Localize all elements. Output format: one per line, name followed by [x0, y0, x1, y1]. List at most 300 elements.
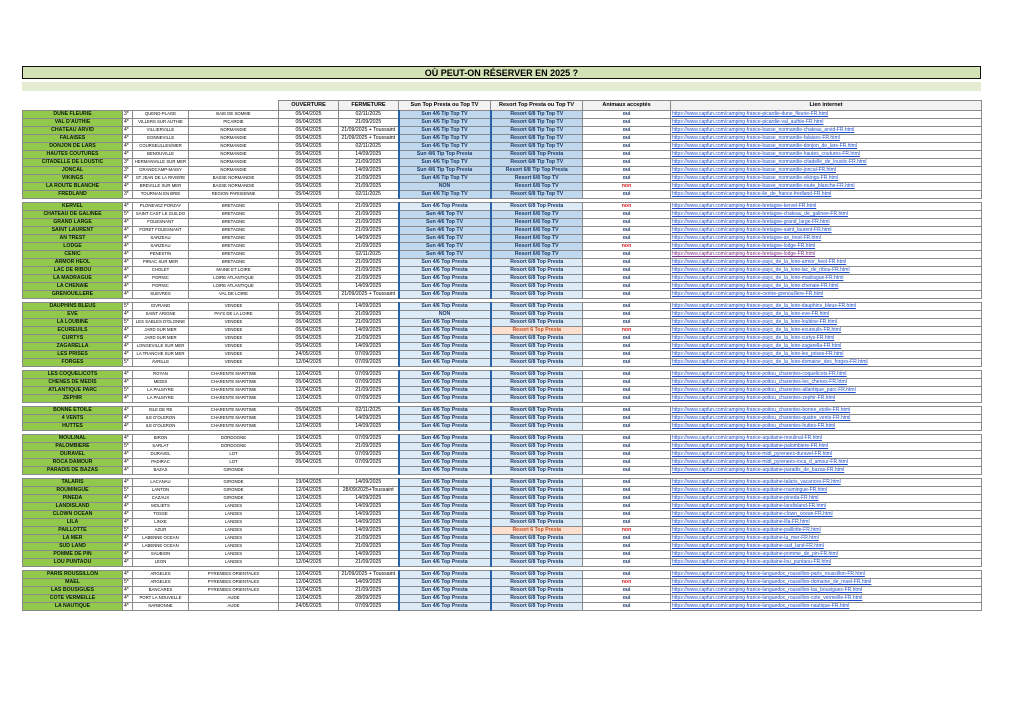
campsite-link[interactable]: https://www.capfun.com/camping-france-poitou_charentes-les_chenes-FR.html: [671, 379, 982, 387]
campsite-name: ZAGARELLA: [23, 343, 123, 351]
campsite-link[interactable]: https://www.capfun.com/camping-france-ile_de_france-fredland-FR.html: [671, 191, 982, 199]
resort-offer: Resort 6/8 Tip Top TV: [491, 135, 583, 143]
table-row: [23, 167, 982, 175]
animals-accepted: oui: [583, 119, 671, 127]
resort-offer: Resort 6/8 Top TV: [491, 211, 583, 219]
opening-date: 05/04/2025: [279, 219, 339, 227]
resort-offer: Resort 6/8 Top Presta: [491, 467, 583, 475]
resort-offer: Resort 6/8 Top TV: [491, 219, 583, 227]
opening-date: 05/04/2025: [279, 311, 339, 319]
opening-date: 12/04/2025: [279, 495, 339, 503]
campsite-link[interactable]: https://www.capfun.com/camping-france-aquitaine-pomme_de_pin-FR.html: [671, 551, 982, 559]
opening-date: 05/04/2025: [279, 159, 339, 167]
campsite-name: CENIC: [23, 251, 123, 259]
animals-accepted: non: [583, 243, 671, 251]
sun-offer: Sun 4/6 Tip Top TV: [399, 119, 491, 127]
campsite-name: LANDISLAND: [23, 503, 123, 511]
sun-offer: Sun 4/6 Top Presta: [399, 487, 491, 495]
table-row: [23, 319, 982, 327]
region: BRETAGNE: [189, 227, 279, 235]
sun-offer: Sun 4/6 Top Presta: [399, 519, 491, 527]
stars-rating: 4*: [123, 379, 133, 387]
animals-accepted: oui: [583, 519, 671, 527]
campsite-name: PARADIS DE BAZAS: [23, 467, 123, 475]
resort-offer: Resort 6/8 Top Presta: [491, 379, 583, 387]
table-row: [23, 135, 982, 143]
city: SARZEAU: [133, 235, 189, 243]
closing-date: 21/09/2025: [339, 319, 399, 327]
campsite-name: VAL D'AUTHIE: [23, 119, 123, 127]
stars-rating: 4*: [123, 291, 133, 299]
resort-offer: Resort 6/8 Tip Top TV: [491, 191, 583, 199]
campsite-link[interactable]: https://www.capfun.com/camping-france-basse_normandie-route_blanche-FR.html: [671, 183, 982, 191]
campsite-link[interactable]: https://www.capfun.com/camping-france-basse_normandie-vikings-FR.html: [671, 175, 982, 183]
table-row: [23, 603, 982, 611]
opening-date: 12/04/2025: [279, 579, 339, 587]
sun-offer: Sun 4/6 Top Presta: [399, 387, 491, 395]
campsite-name: BONNE ETOILE: [23, 407, 123, 415]
opening-date: 05/04/2025: [279, 303, 339, 311]
campsite-name: ARMOR HEOL: [23, 259, 123, 267]
campsite-link[interactable]: https://www.capfun.com/camping-france-aquitaine-landisland-FR.html: [671, 503, 982, 511]
campsite-link[interactable]: https://www.capfun.com/camping-france-bretagne-grand_large-FR.html: [671, 219, 982, 227]
sun-offer: Sun 4/6 Top Presta: [399, 303, 491, 311]
city: VILLIERVILLE: [133, 127, 189, 135]
table-row: [23, 503, 982, 511]
stars-rating: 4*: [123, 519, 133, 527]
city: FOUESNANT: [133, 219, 189, 227]
campsite-link[interactable]: https://www.capfun.com/camping-france-bretagne-lodge-FR.html: [671, 243, 982, 251]
campsite-name: HUTTES: [23, 423, 123, 431]
campsite-link[interactable]: https://www.capfun.com/camping-france-bretagne-chateau_de_galinee-FR.html: [671, 211, 982, 219]
campsite-link[interactable]: https://www.capfun.com/camping-france-midi_pyrenees-roca_d_amour-FR.html: [671, 459, 982, 467]
opening-date: 19/04/2025: [279, 415, 339, 423]
opening-date: 12/04/2025: [279, 395, 339, 403]
opening-date: 05/04/2025: [279, 259, 339, 267]
campsite-link[interactable]: https://www.capfun.com/camping-france-pays_de_la_loire-domaine_des_forges-FR.html: [671, 359, 982, 367]
animals-accepted: oui: [583, 235, 671, 243]
opening-date: 12/04/2025: [279, 527, 339, 535]
table-row: [23, 191, 982, 199]
resort-offer: Resort 6/8 Top Presta: [491, 415, 583, 423]
table-row: [23, 183, 982, 191]
animals-accepted: non: [583, 183, 671, 191]
table-row: [23, 303, 982, 311]
animals-accepted: oui: [583, 211, 671, 219]
table-row: [23, 527, 982, 535]
campsite-link[interactable]: https://www.capfun.com/camping-france-bretagne-an_trest-FR.html: [671, 235, 982, 243]
resort-offer: Resort 6/8 Tip Top TV: [491, 127, 583, 135]
campsite-link[interactable]: https://www.capfun.com/camping-france-bretagne-kervel-FR.html: [671, 203, 982, 211]
opening-date: 05/04/2025: [279, 227, 339, 235]
stars-rating: 4*: [123, 135, 133, 143]
city: SARLAT: [133, 443, 189, 451]
sun-offer: Sun 4/6 Top Presta: [399, 319, 491, 327]
campsite-link[interactable]: https://www.capfun.com/camping-france-basse_normandie-hautes_coutures-FR.html: [671, 151, 982, 159]
resort-offer: Resort 6/8 Top Presta: [491, 595, 583, 603]
stars-rating: 4*: [123, 243, 133, 251]
campsite-name: DURAVEL: [23, 451, 123, 459]
region: BRETAGNE: [189, 243, 279, 251]
animals-accepted: oui: [583, 291, 671, 299]
closing-date: 14/09/2025: [339, 327, 399, 335]
city: PLONEVEZ PORZAY: [133, 203, 189, 211]
sun-offer: Sun 4/6 Top TV: [399, 219, 491, 227]
campsite-link[interactable]: https://www.capfun.com/camping-france-languedoc_roussillon-nautique-FR.html: [671, 603, 982, 611]
header-animals: Animaux acceptés: [583, 101, 671, 111]
sun-offer: Sun 4/6 Tip Top TV: [399, 175, 491, 183]
resort-offer: Resort 6/8 Top Presta: [491, 311, 583, 319]
region: NORMANDIE: [189, 135, 279, 143]
animals-accepted: oui: [583, 311, 671, 319]
campsite-link[interactable]: https://www.capfun.com/camping-france-picardie-val_authie-FR.html: [671, 119, 982, 127]
campsite-link[interactable]: https://www.capfun.com/camping-france-aquitaine-roumingue-FR.html: [671, 487, 982, 495]
campsite-link[interactable]: https://www.capfun.com/camping-france-aquitaine-paillotte-FR.html: [671, 527, 982, 535]
campsite-name: JONCAL: [23, 167, 123, 175]
campsite-link[interactable]: https://www.capfun.com/camping-france-poitou_charentes-zephir-FR.html: [671, 395, 982, 403]
region: BASSE NORMANDIE: [189, 183, 279, 191]
sun-offer: Sun 4/6 Top Presta: [399, 467, 491, 475]
campsite-link[interactable]: https://www.capfun.com/camping-france-bretagne-saint_laurent-FR.html: [671, 227, 982, 235]
region: BRETAGNE: [189, 235, 279, 243]
stars-rating: 4*: [123, 415, 133, 423]
campsite-name: LA CHENAIE: [23, 283, 123, 291]
campsite-link[interactable]: https://www.capfun.com/camping-france-pays_de_la_loire-zagarella-FR.html: [671, 343, 982, 351]
resort-offer: Resort 6 Top Presta: [491, 527, 583, 535]
table-row: [23, 371, 982, 379]
sun-offer: Sun 4/6 Tip Top Presta: [399, 167, 491, 175]
resort-offer: Resort 6/8 Top Presta: [491, 535, 583, 543]
resort-offer: Resort 6/8 Top Presta: [491, 343, 583, 351]
stars-rating: 4*: [123, 371, 133, 379]
opening-date: 05/04/2025: [279, 335, 339, 343]
sun-offer: Sun 4/6 Top Presta: [399, 359, 491, 367]
campsite-link[interactable]: https://www.capfun.com/camping-france-aquitaine-paradis_de_bazas-FR.html: [671, 467, 982, 475]
city: BAZAS: [133, 467, 189, 475]
animals-accepted: oui: [583, 135, 671, 143]
campsite-link[interactable]: https://www.capfun.com/camping-france-languedoc_roussillon-cote_vermeille-FR.html: [671, 595, 982, 603]
closing-date: 07/09/2025: [339, 459, 399, 467]
campsite-name: LA NAUTIQUE: [23, 603, 123, 611]
city: TOSSE: [133, 511, 189, 519]
resort-offer: Resort 6/8 Top TV: [491, 227, 583, 235]
campsite-name: PARIS ROUSSILLON: [23, 571, 123, 579]
closing-date: 07/09/2025: [339, 351, 399, 359]
stars-rating: 4*: [123, 227, 133, 235]
opening-date: 05/04/2025: [279, 379, 339, 387]
closing-date: 21/09/2025: [339, 183, 399, 191]
closing-date: 02/11/2025: [339, 407, 399, 415]
region: VENDEE: [189, 303, 279, 311]
closing-date: 21/09/2025: [339, 335, 399, 343]
campsite-link[interactable]: https://www.capfun.com/camping-france-aquitaine-pineda-FR.html: [671, 495, 982, 503]
city: ILE D'OLERON: [133, 415, 189, 423]
page-title: OÙ PEUT-ON RÉSERVER EN 2025 ?: [22, 66, 981, 79]
closing-date: 21/09/2025: [339, 275, 399, 283]
campsite-link[interactable]: https://www.capfun.com/camping-france-picardie-dune_fleurie-FR.html: [671, 111, 982, 119]
stars-rating: 5*: [123, 579, 133, 587]
resort-offer: Resort 6/8 Top TV: [491, 175, 583, 183]
closing-date: 14/09/2025: [339, 343, 399, 351]
animals-accepted: oui: [583, 143, 671, 151]
region: LOT: [189, 459, 279, 467]
city: PORNIC: [133, 283, 189, 291]
city: CAZAUX: [133, 495, 189, 503]
campsite-link[interactable]: https://www.capfun.com/camping-france-aquitaine-moulinal-FR.html: [671, 435, 982, 443]
campsite-link[interactable]: https://www.capfun.com/camping-france-aquitaine-sud_land-FR.html: [671, 543, 982, 551]
table-row: [23, 487, 982, 495]
closing-date: 14/09/2025: [339, 579, 399, 587]
campsite-link[interactable]: https://www.capfun.com/camping-france-pays_de_la_loire-ecureuils-FR.html: [671, 327, 982, 335]
sun-offer: Sun 4/6 Top Presta: [399, 371, 491, 379]
city: VILLERS SUR AUTHIE: [133, 119, 189, 127]
sun-offer: Sun 4/6 Top Presta: [399, 291, 491, 299]
table-row: [23, 543, 982, 551]
closing-date: 07/09/2025: [339, 451, 399, 459]
table-row: [23, 595, 982, 603]
region: CHARENTE MARITIME: [189, 415, 279, 423]
campsite-link[interactable]: https://www.capfun.com/camping-france-poitou_charentes-bonne_etoile-FR.html: [671, 407, 982, 415]
table-row: [23, 111, 982, 119]
resort-offer: Resort 6/8 Top Presta: [491, 551, 583, 559]
animals-accepted: oui: [583, 511, 671, 519]
opening-date: 05/04/2025: [279, 327, 339, 335]
sun-offer: Sun 4/6 Top Presta: [399, 527, 491, 535]
region: VENDEE: [189, 343, 279, 351]
campsite-name: PINEDA: [23, 495, 123, 503]
table-row: [23, 395, 982, 403]
campsite-link[interactable]: https://www.capfun.com/camping-france-languedoc_roussillon-paris_roussillon-FR.html: [671, 571, 982, 579]
closing-date: 02/11/2025: [339, 143, 399, 151]
city: LINXE: [133, 519, 189, 527]
campsite-link[interactable]: https://www.capfun.com/camping-france-pays_de_la_loire-curtys-FR.html: [671, 335, 982, 343]
campsite-link[interactable]: https://www.capfun.com/camping-france-languedoc_roussillon-las_bousigues-FR.html: [671, 587, 982, 595]
closing-date: 14/09/2025: [339, 479, 399, 487]
opening-date: 12/04/2025: [279, 519, 339, 527]
stars-rating: 4*: [123, 183, 133, 191]
campsite-name: KERVEL: [23, 203, 123, 211]
campsite-link[interactable]: https://www.capfun.com/camping-france-languedoc_roussillon-domaine_de_mael-FR.html: [671, 579, 982, 587]
campsite-link[interactable]: https://www.capfun.com/camping-france-midi_pyrenees-duravel-FR.html: [671, 451, 982, 459]
animals-accepted: oui: [583, 227, 671, 235]
table-row: [23, 443, 982, 451]
closing-date: 28/09/2025: [339, 595, 399, 603]
resort-offer: Resort 6/8 Top Presta: [491, 267, 583, 275]
animals-accepted: oui: [583, 395, 671, 403]
sun-offer: Sun 4/6 Top Presta: [399, 503, 491, 511]
sun-offer: Sun 4/6 Top Presta: [399, 535, 491, 543]
closing-date: 02/11/2025: [339, 111, 399, 119]
table-row: [23, 359, 982, 367]
opening-date: 12/04/2025: [279, 535, 339, 543]
city: AZUR: [133, 527, 189, 535]
table-row: [23, 251, 982, 259]
city: LABENNE OCEAN: [133, 543, 189, 551]
table-row: [23, 379, 982, 387]
sun-offer: Sun 4/6 Top Presta: [399, 379, 491, 387]
sun-offer: Sun 4/6 Top Presta: [399, 559, 491, 567]
opening-date: 12/04/2025: [279, 551, 339, 559]
opening-date: [279, 467, 339, 475]
campsite-link[interactable]: https://www.capfun.com/camping-france-basse_normandie-donjon_de_lars-FR.html: [671, 143, 982, 151]
city: LANTON: [133, 487, 189, 495]
city: SAUBION: [133, 551, 189, 559]
table-row: [23, 579, 982, 587]
resort-offer: Resort 6/8 Top TV: [491, 251, 583, 259]
campsite-link[interactable]: https://www.capfun.com/camping-france-poitou_charentes-huttes-FR.html: [671, 423, 982, 431]
campsite-name: GRAND LARGE: [23, 219, 123, 227]
campsite-link[interactable]: https://www.capfun.com/camping-france-pays_de_la_loire-eve-FR.html: [671, 311, 982, 319]
header-link: Lien internet: [671, 101, 982, 111]
table-row: [23, 219, 982, 227]
opening-date: 05/04/2025: [279, 211, 339, 219]
resort-offer: Resort 6/8 Top Presta: [491, 151, 583, 159]
closing-date: 14/09/2025: [339, 527, 399, 535]
closing-date: 21/09/2025: [339, 267, 399, 275]
campsite-link[interactable]: https://www.capfun.com/camping-france-centre-grenouillere-FR.html: [671, 291, 982, 299]
closing-date: 21/09/2025: [339, 311, 399, 319]
stars-rating: 4*: [123, 219, 133, 227]
campsite-name: DAUPHINS BLEUS: [23, 303, 123, 311]
campsite-name: ZEPHIR: [23, 395, 123, 403]
campsite-link[interactable]: https://www.capfun.com/camping-france-basse_normandie-joncal-FR.html: [671, 167, 982, 175]
opening-date: 05/04/2025: [279, 459, 339, 467]
city: MEDIS: [133, 379, 189, 387]
table-row: [23, 551, 982, 559]
stars-rating: 4*: [123, 535, 133, 543]
opening-date: 12/04/2025: [279, 559, 339, 567]
campsite-link[interactable]: https://www.capfun.com/camping-france-aquitaine-la_mer-FR.html: [671, 535, 982, 543]
region: CHARENTE MARITIME: [189, 407, 279, 415]
city: BREVILLE SUR MER: [133, 183, 189, 191]
campsite-name: CURTYS: [23, 335, 123, 343]
campsite-link[interactable]: https://www.capfun.com/camping-france-basse_normandie-falaises-FR.html: [671, 135, 982, 143]
city: ILE D'OLERON: [133, 423, 189, 431]
region: PAYS DE LA LOIRE: [189, 311, 279, 319]
opening-date: 24/05/2025: [279, 603, 339, 611]
campsite-link[interactable]: https://www.capfun.com/camping-france-poitou_charentes-coquelicots-FR.html: [671, 371, 982, 379]
campsite-link[interactable]: https://www.capfun.com/camping-france-pays_de_la_loire-armor_heol-FR.html: [671, 259, 982, 267]
table-row: [23, 407, 982, 415]
campsite-link[interactable]: https://www.capfun.com/camping-france-aquitaine-clown_ocean-FR.html: [671, 511, 982, 519]
animals-accepted: oui: [583, 351, 671, 359]
city: HERMANVILLE SUR MER: [133, 159, 189, 167]
region: PICARDIE: [189, 119, 279, 127]
campsite-link[interactable]: https://www.capfun.com/camping-france-poitou_charentes-atlantique_parc-FR.html: [671, 387, 982, 395]
city: SARZEAU: [133, 243, 189, 251]
sun-offer: Sun 4/6 Top Presta: [399, 443, 491, 451]
campsite-link[interactable]: https://www.capfun.com/camping-france-pays_de_la_loire-lac_de_ribou-FR.html: [671, 267, 982, 275]
region: LANDES: [189, 527, 279, 535]
region: LANDES: [189, 519, 279, 527]
region: GIRONDE: [189, 487, 279, 495]
stars-rating: 4*: [123, 143, 133, 151]
animals-accepted: oui: [583, 595, 671, 603]
region: GIRONDE: [189, 495, 279, 503]
animals-accepted: oui: [583, 159, 671, 167]
opening-date: 05/04/2025: [279, 151, 339, 159]
animals-accepted: oui: [583, 387, 671, 395]
campsite-link[interactable]: https://www.capfun.com/camping-france-pays_de_la_loire-dauphins_bleus-FR.html: [671, 303, 982, 311]
city: PORT LA NOUVELLE: [133, 595, 189, 603]
resort-offer: Resort 6/8 Tip Top TV: [491, 143, 583, 151]
animals-accepted: oui: [583, 151, 671, 159]
resort-offer: Resort 6/8 Tip Top TV: [491, 119, 583, 127]
city: QUEND-PLAGE: [133, 111, 189, 119]
region: VENDEE: [189, 351, 279, 359]
sun-offer: Sun 4/6 Tip Top TV: [399, 191, 491, 199]
region: LOIRE ATLANTIQUE: [189, 275, 279, 283]
opening-date: 05/04/2025: [279, 319, 339, 327]
sun-offer: Sun 4/6 Top Presta: [399, 335, 491, 343]
region: NORMANDIE: [189, 167, 279, 175]
closing-date: 14/09/2025: [339, 423, 399, 431]
closing-date: 14/09/2025: [339, 495, 399, 503]
stars-rating: 4*: [123, 203, 133, 211]
resort-offer: Resort 6/8 Top Presta: [491, 603, 583, 611]
table-row: [23, 571, 982, 579]
campsite-name: GRENOUILLERE: [23, 291, 123, 299]
campsite-link[interactable]: https://www.capfun.com/camping-france-poitou_charentes-quatre_vents-FR.html: [671, 415, 982, 423]
campsite-link[interactable]: https://www.capfun.com/camping-france-bretagne-lodge-FR.html: [671, 251, 982, 259]
campsite-link[interactable]: https://www.capfun.com/camping-france-pays_de_la_loire-les_prises-FR.html: [671, 351, 982, 359]
campsite-link[interactable]: https://www.capfun.com/camping-france-aquitaine-talaris_vacances-FR.html: [671, 479, 982, 487]
campsite-link[interactable]: https://www.capfun.com/camping-france-pays_de_la_loire-madrague-FR.html: [671, 275, 982, 283]
opening-date: 19/04/2025: [279, 435, 339, 443]
opening-date: 12/04/2025: [279, 587, 339, 595]
table-row: [23, 479, 982, 487]
resort-offer: Resort 6/8 Tip Top TV: [491, 111, 583, 119]
campsite-link[interactable]: https://www.capfun.com/camping-france-basse_normandie-chateau_arvid-FR.html: [671, 127, 982, 135]
region: BASSE NORMANDIE: [189, 175, 279, 183]
resort-offer: Resort 6/8 Top Presta: [491, 291, 583, 299]
closing-date: 21/09/2025 + Toussaint: [339, 291, 399, 299]
closing-date: 14/09/2025: [339, 235, 399, 243]
city: BANCARES: [133, 587, 189, 595]
campsite-name: LAC DE RIBOU: [23, 267, 123, 275]
region: CHARENTE MARITIME: [189, 371, 279, 379]
table-row: [23, 311, 982, 319]
campsite-link[interactable]: https://www.capfun.com/camping-france-basse_normandie-citadelle_de_loustic-FR.html: [671, 159, 982, 167]
campsite-name: DUNE FLEURIE: [23, 111, 123, 119]
campsite-name: ATLANTIQUE PARC: [23, 387, 123, 395]
stars-rating: 3*: [123, 111, 133, 119]
campsite-link[interactable]: https://www.capfun.com/camping-france-aquitaine-palombiere-FR.html: [671, 443, 982, 451]
header-opening: OUVERTURE: [279, 101, 339, 111]
sun-offer: Sun 4/6 Tip Top TV: [399, 127, 491, 135]
city: LES SABLES D'OLONNE: [133, 319, 189, 327]
resort-offer: Resort 6/8 Top Presta: [491, 387, 583, 395]
animals-accepted: oui: [583, 303, 671, 311]
opening-date: 05/04/2025: [279, 119, 339, 127]
stars-rating: 4*: [123, 127, 133, 135]
resort-offer: Resort 6/8 Top Presta: [491, 495, 583, 503]
stars-rating: 5*: [123, 211, 133, 219]
region: VENDEE: [189, 359, 279, 367]
closing-date: 21/09/2025: [339, 587, 399, 595]
stars-rating: 4*: [123, 235, 133, 243]
campsite-link[interactable]: https://www.capfun.com/camping-france-aquitaine-lou_puntaou-FR.html: [671, 559, 982, 567]
resort-offer: Resort 6/8 Top Presta: [491, 359, 583, 367]
campsite-link[interactable]: https://www.capfun.com/camping-france-aquitaine-lila-FR.html: [671, 519, 982, 527]
animals-accepted: oui: [583, 259, 671, 267]
opening-date: 12/04/2025: [279, 487, 339, 495]
campsite-link[interactable]: https://www.capfun.com/camping-france-pays_de_la_loire-chenaie-FR.html: [671, 283, 982, 291]
resort-offer: Resort 6/8 Top Presta: [491, 543, 583, 551]
region: BRETAGNE: [189, 251, 279, 259]
campsite-link[interactable]: https://www.capfun.com/camping-france-pays_de_la_loire-loubine-FR.html: [671, 319, 982, 327]
stars-rating: 4*: [123, 151, 133, 159]
